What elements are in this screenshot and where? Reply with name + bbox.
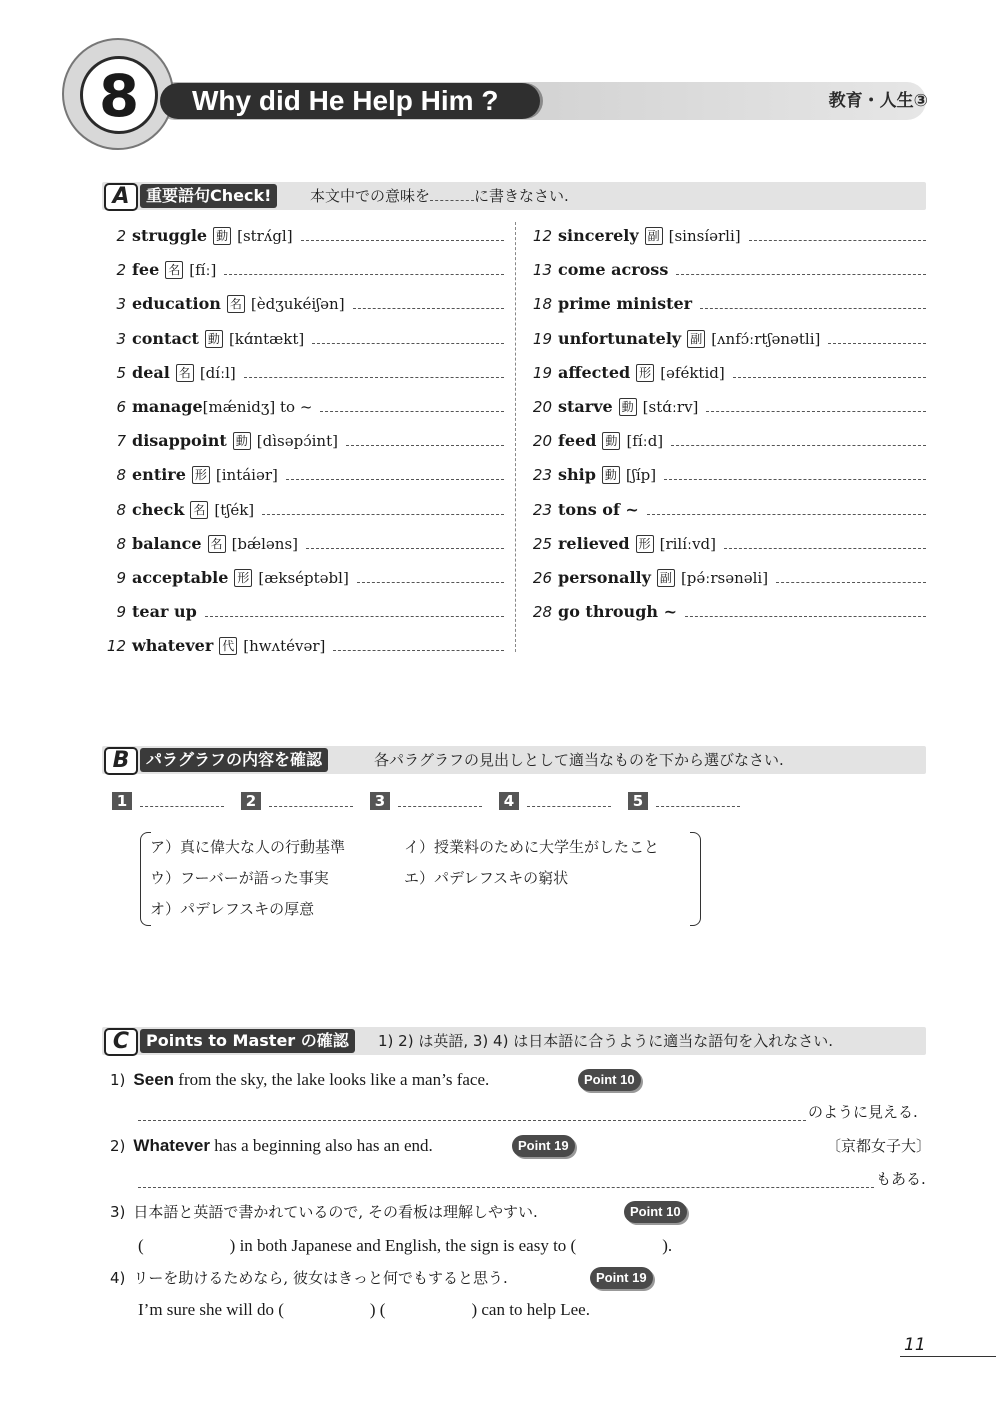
pronunciation: [mǽnidʒ] to ~	[202, 398, 313, 416]
question-3-japanese: 日本語と英語で書かれているので, その看板は理解しやすい.	[133, 1203, 538, 1221]
q3-part-c: ).	[662, 1236, 673, 1255]
vocab-row	[100, 219, 504, 245]
section-a-letter: A	[104, 183, 138, 211]
vocab-line-number: 2	[116, 227, 126, 245]
choices-bracket-right	[690, 832, 701, 926]
question-2	[110, 1134, 433, 1158]
part-of-speech-badge: 名	[227, 295, 245, 313]
answer-tail-q1: のように見える.	[808, 1103, 918, 1121]
answer-line[interactable]	[685, 615, 926, 617]
q4-part-a: I’m sure she will do (	[138, 1300, 284, 1319]
vocab-row	[100, 322, 504, 348]
choice-a: ア）真に偉大な人の行動基準	[150, 838, 346, 856]
vocab-line-number: 26	[532, 569, 552, 587]
vocab-row	[526, 390, 926, 416]
paragraph-5-number: 5	[628, 792, 648, 810]
vocab-line-number: 8	[116, 500, 126, 519]
vocab-line-number: 2	[116, 261, 126, 280]
answer-line[interactable]	[676, 273, 926, 275]
part-of-speech-badge: 動	[205, 330, 223, 348]
point-badge-q1: Point 10	[578, 1069, 641, 1091]
pronunciation: [intáiər]	[215, 466, 278, 485]
vocab-row	[100, 595, 504, 621]
choice-i: イ）授業料のために大学生がしたこと	[404, 838, 660, 856]
question-1-text: from the sky, the lake looks like a man’s face.	[174, 1070, 490, 1089]
answer-line[interactable]	[301, 239, 504, 241]
pronunciation: [tʃék]	[214, 500, 255, 519]
vocab-row	[526, 595, 926, 621]
vocab-word: check	[132, 499, 185, 519]
answer-line[interactable]	[333, 649, 504, 651]
pronunciation: [ækséptəbl]	[258, 569, 349, 587]
answer-line[interactable]	[320, 410, 504, 412]
answer-line[interactable]	[224, 273, 504, 275]
subject-label: 教育・人生③	[828, 91, 928, 111]
vocab-word: deal	[132, 362, 170, 382]
part-of-speech-badge: 形	[192, 466, 210, 484]
vocab-line-number: 3	[116, 329, 126, 348]
choice-e: エ）パデレフスキの窮状	[404, 869, 569, 887]
choice-o: オ）パデレフスキの厚意	[150, 900, 315, 918]
vocab-word: feed	[558, 431, 597, 451]
vocab-line-number: 8	[116, 466, 126, 485]
vocab-row	[100, 458, 504, 484]
point-badge-q2: Point 19	[512, 1135, 575, 1157]
point-badge-q4: Point 19	[590, 1267, 653, 1289]
pronunciation: [ʃíp]	[625, 466, 657, 485]
pronunciation: [əféktid]	[660, 363, 725, 382]
column-divider	[515, 222, 516, 652]
instruction-pre: 本文中での意味を	[310, 187, 431, 205]
vocab-word: education	[132, 294, 221, 314]
answer-line[interactable]	[306, 547, 504, 549]
answer-line[interactable]	[312, 342, 504, 344]
vocab-line-number: 20	[532, 398, 552, 416]
part-of-speech-badge: 名	[208, 535, 226, 553]
answer-line-q1[interactable]	[138, 1120, 806, 1121]
q3-part-a: (	[138, 1236, 144, 1255]
vocab-line-number: 18	[532, 295, 552, 314]
vocab-word: acceptable	[132, 568, 229, 587]
vocab-line-number: 19	[532, 363, 552, 382]
vocab-word: tons of ~	[558, 499, 639, 519]
paragraph-3-blank[interactable]	[398, 806, 482, 807]
lesson-number: 8	[98, 62, 140, 130]
pronunciation: [strʌ́gl]	[237, 227, 293, 245]
source-q2: 〔京都女子大〕	[826, 1137, 932, 1155]
vocab-line-number: 7	[116, 432, 126, 451]
vocab-line-number: 9	[116, 603, 126, 622]
pronunciation: [kɑ́ntækt]	[228, 329, 305, 348]
pronunciation: [stɑ́ːrv]	[642, 398, 699, 416]
answer-line[interactable]	[286, 478, 504, 480]
question-4-number: 4)	[110, 1269, 126, 1287]
choice-u: ウ）フーバーが語った事実	[150, 869, 329, 887]
vocab-word: go through ~	[558, 602, 677, 622]
page-number-rule	[900, 1356, 996, 1357]
vocab-row	[100, 629, 504, 655]
question-2-number: 2)	[110, 1137, 126, 1155]
pronunciation: [dìsəpɔ́int]	[256, 432, 338, 451]
vocab-row	[526, 493, 926, 519]
vocab-word: struggle	[132, 226, 208, 245]
pronunciation: [pə́ːrsənəli]	[680, 569, 769, 587]
answer-line[interactable]	[733, 376, 926, 378]
vocab-line-number: 20	[532, 432, 552, 451]
vocab-row	[526, 219, 926, 245]
vocab-row	[526, 322, 926, 348]
part-of-speech-badge: 形	[636, 364, 654, 382]
answer-line[interactable]	[357, 581, 504, 583]
vocab-word: personally	[558, 568, 651, 587]
vocab-row	[526, 527, 926, 553]
part-of-speech-badge: 名	[176, 364, 194, 382]
part-of-speech-badge: 動	[233, 432, 251, 450]
answer-line[interactable]	[262, 513, 504, 515]
vocab-line-number: 19	[532, 329, 552, 348]
answer-line[interactable]	[749, 239, 926, 241]
pronunciation: [fíːd]	[626, 432, 664, 451]
vocab-line-number: 23	[532, 500, 552, 519]
answer-line[interactable]	[353, 307, 504, 309]
question-4-japanese: リーを助けるためなら, 彼女はきっと何でもすると思う.	[133, 1269, 508, 1287]
vocab-row	[100, 253, 504, 279]
paragraph-3-number: 3	[370, 792, 390, 810]
pronunciation: [ʌnfɔ́ːrtʃənətli]	[711, 329, 821, 348]
vocab-word: fee	[132, 260, 160, 280]
answer-tail-q2: もある.	[876, 1170, 926, 1188]
vocab-word: manage	[132, 397, 203, 416]
q4-part-b: ) (	[369, 1300, 386, 1319]
part-of-speech-badge: 副	[645, 227, 663, 245]
vocab-row	[100, 424, 504, 450]
vocab-word: disappoint	[132, 431, 227, 451]
vocab-line-number: 23	[532, 466, 552, 485]
pronunciation: [hwʌtévər]	[243, 637, 326, 656]
vocab-word: tear up	[132, 602, 197, 622]
instruction-blank	[430, 186, 474, 201]
paragraph-1-blank[interactable]	[140, 806, 224, 807]
section-c-letter: C	[104, 1028, 138, 1056]
vocab-word: unfortunately	[558, 328, 682, 348]
paragraph-2-number: 2	[241, 792, 261, 810]
vocab-word: contact	[132, 328, 199, 348]
answer-line[interactable]	[828, 342, 926, 344]
answer-line[interactable]	[671, 444, 926, 446]
vocab-row	[100, 527, 504, 553]
part-of-speech-badge: 動	[602, 466, 620, 484]
vocab-line-number: 5	[116, 363, 126, 382]
part-of-speech-badge: 副	[657, 569, 675, 587]
vocab-word: whatever	[132, 636, 214, 656]
section-a-instruction	[310, 182, 569, 210]
vocab-row	[526, 287, 926, 313]
question-3	[110, 1200, 538, 1224]
pronunciation: [bǽləns]	[231, 534, 299, 553]
answer-line[interactable]	[647, 513, 926, 515]
vocab-word: come across	[558, 260, 669, 280]
part-of-speech-badge: 動	[602, 432, 620, 450]
section-c-label: Points to Master の確認	[140, 1029, 355, 1053]
answer-line[interactable]	[205, 615, 504, 617]
q3-part-b: ) in both Japanese and English, the sign is easy to (	[229, 1236, 577, 1255]
section-c-instruction: 1) 2) は英語, 3) 4) は日本語に合うように適当な語句を入れなさい.	[378, 1032, 833, 1050]
answer-line[interactable]	[664, 478, 926, 480]
vocab-row	[526, 356, 926, 382]
vocab-line-number: 12	[532, 227, 552, 245]
vocab-word: relieved	[558, 533, 630, 553]
vocab-word: sincerely	[558, 226, 639, 245]
page-title: Why did He Help Him ?	[192, 85, 499, 116]
vocab-word: affected	[558, 362, 631, 382]
part-of-speech-badge: 名	[190, 501, 208, 519]
vocab-line-number: 8	[116, 534, 126, 553]
vocab-line-number: 12	[106, 637, 126, 656]
vocab-word: prime minister	[558, 294, 693, 314]
answer-line-q2[interactable]	[138, 1187, 874, 1188]
answer-line[interactable]	[724, 547, 926, 549]
vocab-word: entire	[132, 465, 186, 485]
question-2-keyword: Whatever	[133, 1136, 210, 1155]
vocab-word: balance	[132, 533, 202, 553]
page-number: 11	[904, 1335, 926, 1355]
question-4-english	[138, 1298, 590, 1322]
q4-part-c: ) can to help Lee.	[471, 1300, 590, 1319]
pronunciation: [èdʒukéiʃən]	[250, 295, 345, 314]
answer-line[interactable]	[776, 581, 926, 583]
vocab-row	[100, 493, 504, 519]
vocab-word: starve	[558, 397, 613, 416]
question-3-number: 3)	[110, 1203, 126, 1221]
part-of-speech-badge: 副	[687, 330, 705, 348]
part-of-speech-badge: 形	[636, 535, 654, 553]
question-1-number: 1)	[110, 1071, 126, 1089]
paragraph-4-number: 4	[499, 792, 519, 810]
vocab-line-number: 3	[116, 295, 126, 314]
part-of-speech-badge: 形	[234, 569, 252, 587]
vocab-row	[526, 253, 926, 279]
section-a-label: 重要語句Check!	[140, 184, 277, 208]
paragraph-5-blank[interactable]	[656, 806, 740, 807]
part-of-speech-badge: 名	[165, 261, 183, 279]
vocab-row	[100, 390, 504, 416]
vocab-line-number: 13	[532, 261, 552, 280]
instruction-post: に書きなさい.	[474, 187, 569, 205]
vocab-line-number: 25	[532, 534, 552, 553]
question-4	[110, 1266, 508, 1290]
point-badge-q3: Point 10	[624, 1201, 687, 1223]
question-1	[110, 1068, 489, 1092]
vocab-row	[100, 561, 504, 587]
question-2-text: has a beginning also has an end.	[209, 1136, 433, 1155]
vocab-row	[526, 424, 926, 450]
pronunciation: [sinsíərli]	[668, 227, 741, 245]
answer-line[interactable]	[700, 307, 926, 309]
vocab-line-number: 28	[532, 603, 552, 622]
vocab-line-number: 6	[116, 398, 126, 416]
section-b-letter: B	[104, 747, 138, 775]
pronunciation: [fíː]	[189, 261, 217, 280]
section-b-label: パラグラフの内容を確認	[140, 748, 328, 772]
vocab-row	[100, 356, 504, 382]
vocab-row	[526, 458, 926, 484]
section-b-instruction: 各パラグラフの見出しとして適当なものを下から選びなさい.	[374, 751, 784, 769]
answer-line[interactable]	[706, 410, 926, 412]
part-of-speech-badge: 動	[619, 398, 637, 416]
answer-line[interactable]	[346, 444, 504, 446]
pronunciation: [díːl]	[199, 363, 236, 382]
part-of-speech-badge: 代	[219, 637, 237, 655]
question-1-keyword: Seen	[133, 1070, 175, 1089]
vocab-row	[526, 561, 926, 587]
vocab-word: ship	[558, 465, 596, 485]
question-3-english	[138, 1234, 672, 1258]
paragraph-2-blank[interactable]	[269, 806, 353, 807]
part-of-speech-badge: 動	[213, 227, 231, 245]
paragraph-1-number: 1	[112, 792, 132, 810]
pronunciation: [rilíːvd]	[659, 534, 717, 553]
vocab-row	[100, 287, 504, 313]
paragraph-4-blank[interactable]	[527, 806, 611, 807]
vocab-line-number: 9	[116, 569, 126, 587]
answer-line[interactable]	[244, 376, 504, 378]
